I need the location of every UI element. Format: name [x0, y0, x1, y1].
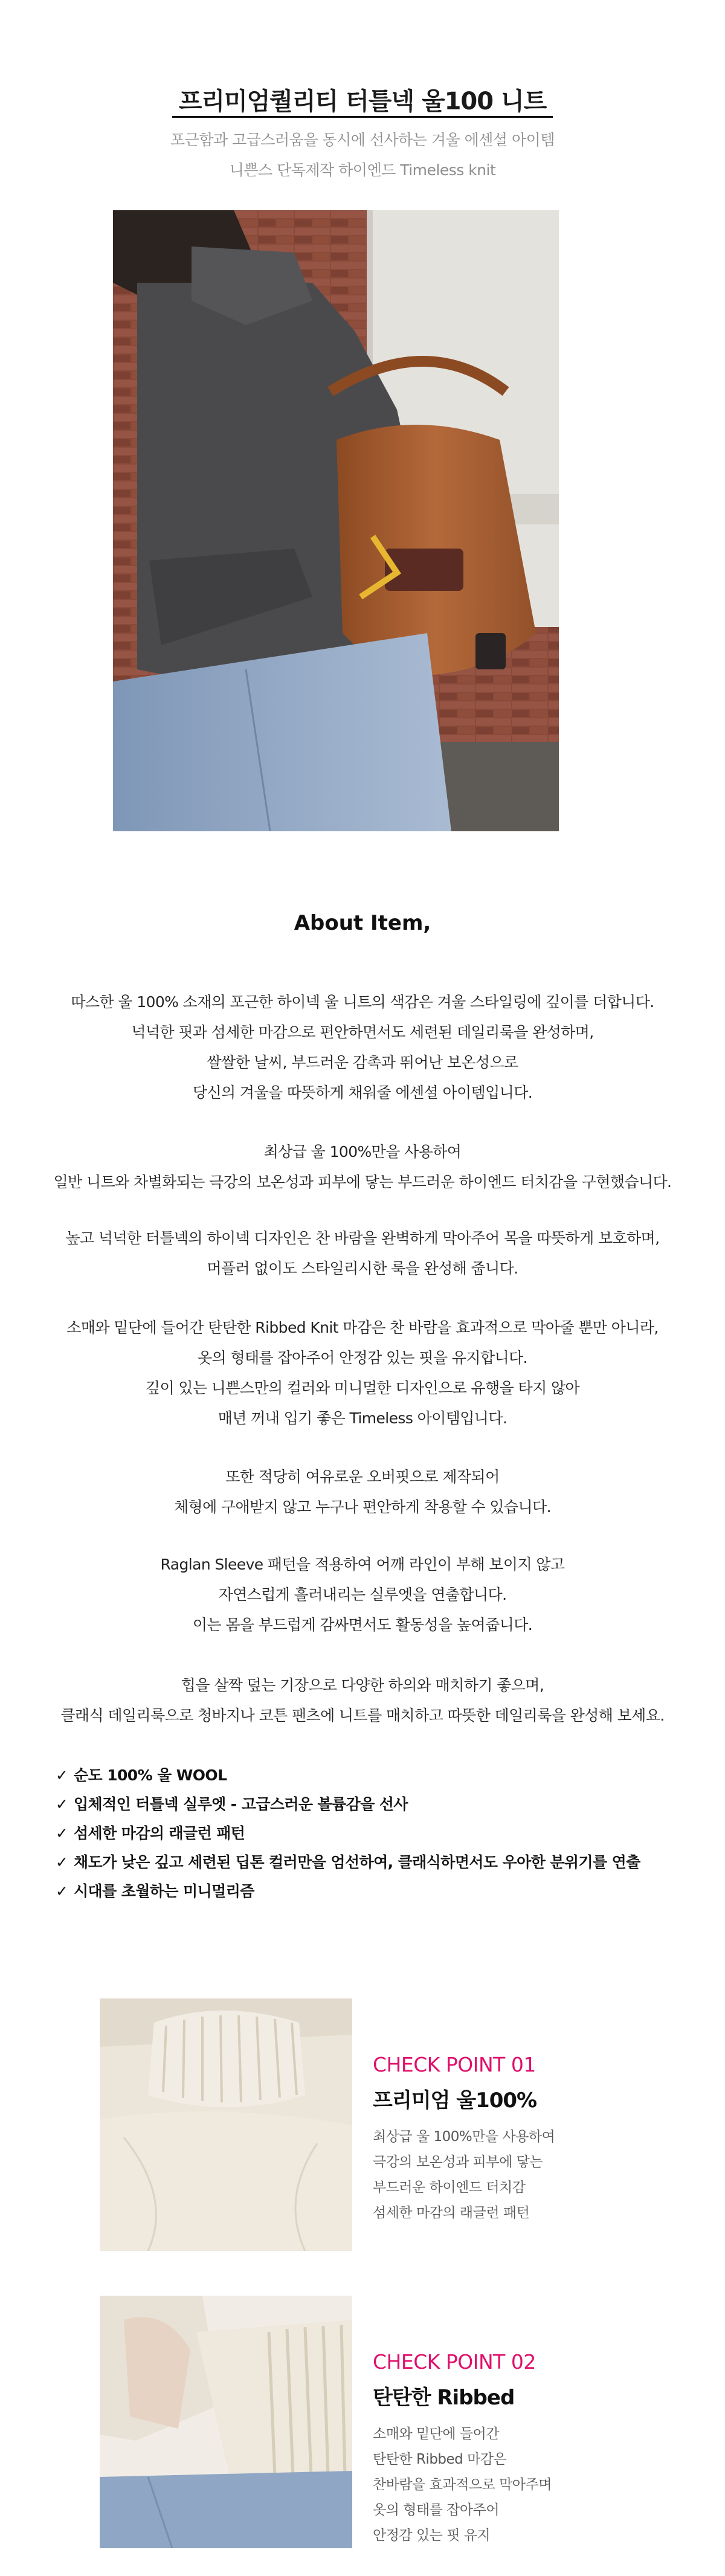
ribbed-cuff-closeup	[100, 2296, 352, 2548]
checkpoint-heading: 프리미엄 울100%	[373, 2088, 537, 2113]
subtitle-line-2: 니쁜스 단독제작 하이엔드 Timeless knit	[229, 161, 496, 179]
check-icon: ✓	[56, 1824, 68, 1842]
feature-text: 입체적인 터틀넥 실루엣 - 고급스러운 볼륨감을 선사	[74, 1795, 408, 1813]
paragraph-line: 체형에 구애받지 않고 누구나 편안하게 착용할 수 있습니다.	[174, 1498, 551, 1516]
paragraph-line: 넉넉한 핏과 섬세한 마감으로 편안하면서도 세련된 데일리룩을 완성하며,	[131, 1023, 594, 1041]
about-paragraph	[0, 1670, 725, 1731]
feature-text: 섬세한 마감의 래글런 패턴	[74, 1824, 245, 1842]
paragraph-line: 머플러 없이도 스타일리시한 룩을 완성해 줍니다.	[207, 1260, 518, 1277]
paragraph-line: 클래식 데일리룩으로 청바지나 코튼 팬츠에 니트를 매치하고 따뜻한 데일리룩을 완성해 보세요.	[60, 1707, 665, 1724]
description-line: 찬바람을 효과적으로 막아주며	[373, 2477, 552, 2493]
description-line: 부드러운 하이엔드 터치감	[373, 2180, 526, 2195]
paragraph-line: 쌀쌀한 날씨, 부드러운 감촉과 뛰어난 보온성으로	[207, 1054, 518, 1071]
checkpoint-1-photo	[100, 1998, 352, 2251]
feature-item	[56, 1761, 640, 1790]
check-icon: ✓	[56, 1766, 68, 1784]
about-paragraph	[0, 1313, 725, 1434]
checkpoint-label: CHECK POINT 01	[373, 2053, 536, 2076]
description-line: 섬세한 마감의 래글런 패턴	[373, 2205, 530, 2221]
feature-checklist	[56, 1761, 640, 1906]
paragraph-line: 옷의 형태를 잡아주어 안정감 있는 핏을 유지합니다.	[198, 1349, 527, 1367]
description-line: 탄탄한 Ribbed 마감은	[373, 2452, 507, 2467]
feature-text: 시대를 초월하는 미니멀리즘	[74, 1882, 254, 1900]
paragraph-line: 따스한 울 100% 소재의 포근한 하이넥 울 니트의 색감은 겨울 스타일링에 깊이를 더합니다.	[71, 993, 654, 1011]
paragraph-line: 힙을 살짝 덮는 기장으로 다양한 하의와 매치하기 좋으며,	[181, 1676, 544, 1694]
checkpoint-description	[373, 2124, 687, 2226]
feature-item	[56, 1848, 640, 1877]
paragraph-line: 높고 넉넉한 터틀넥의 하이넥 디자인은 찬 바람을 완벽하게 막아주어 목을 따뜻하게 보호하며,	[65, 1229, 660, 1247]
turtleneck-model-photo	[113, 210, 559, 831]
paragraph-line: 최상급 울 100%만을 사용하여	[263, 1143, 462, 1161]
check-icon: ✓	[56, 1882, 68, 1900]
description-line: 극강의 보온성과 피부에 닿는	[373, 2154, 543, 2170]
description-line: 최상급 울 100%만을 사용하여	[373, 2129, 555, 2145]
subtitle-line-1: 포근함과 고급스러움을 동시에 선사하는 겨울 에센셜 아이템	[170, 131, 555, 149]
paragraph-line: 소매와 밑단에 들어간 탄탄한 Ribbed Knit 마감은 찬 바람을 효과적으로 막아줄 뿐만 아니라,	[66, 1319, 659, 1336]
title-underline	[172, 116, 553, 118]
cream-knit-closeup	[100, 1998, 352, 2251]
main-product-photo	[113, 210, 559, 831]
paragraph-line: 자연스럽게 흘러내리는 실루엣을 연출합니다.	[218, 1586, 507, 1603]
page-title: 프리미엄퀄리티 터틀넥 울100 니트	[178, 88, 547, 115]
about-paragraph	[0, 1550, 725, 1640]
checkpoint-2	[373, 2350, 687, 2548]
checkpoint-description	[373, 2421, 687, 2548]
checkpoint-1	[373, 2053, 687, 2226]
checkpoint-label: CHECK POINT 02	[373, 2350, 536, 2374]
about-paragraph	[0, 1462, 725, 1522]
feature-text: 채도가 낮은 깊고 세련된 딥톤 컬러만을 엄선하여, 클래식하면서도 우아한 분위기를 연출	[74, 1853, 640, 1871]
checkpoint-2-photo	[100, 2296, 352, 2548]
description-line: 옷의 형태를 잡아주어	[373, 2502, 500, 2518]
description-line: 안정감 있는 핏 유지	[373, 2528, 491, 2543]
about-heading: About Item,	[294, 911, 431, 935]
paragraph-line: 이는 몸을 부드럽게 감싸면서도 활동성을 높여줍니다.	[192, 1616, 533, 1634]
paragraph-line: 일반 니트와 차별화되는 극강의 보온성과 피부에 닿는 부드러운 하이엔드 터치감을 구현했습니다.	[53, 1173, 672, 1191]
feature-item	[56, 1790, 640, 1819]
paragraph-line: 깊이 있는 니쁜스만의 컬러와 미니멀한 디자인으로 유행을 타지 않아	[145, 1379, 580, 1397]
description-line: 소매와 밑단에 들어간	[373, 2426, 500, 2442]
checkpoint-heading: 탄탄한 Ribbed	[373, 2386, 515, 2410]
paragraph-line: 또한 적당히 여유로운 오버핏으로 제작되어	[225, 1468, 500, 1486]
feature-text: 순도 100% 울 WOOL	[74, 1766, 227, 1784]
feature-item	[56, 1819, 640, 1848]
feature-item	[56, 1877, 640, 1906]
about-paragraph	[0, 987, 725, 1108]
about-paragraph	[0, 1137, 725, 1197]
paragraph-line: Raglan Sleeve 패턴을 적용하여 어깨 라인이 부해 보이지 않고	[160, 1556, 565, 1573]
paragraph-line: 당신의 겨울을 따뜻하게 채워줄 에센셜 아이템입니다.	[192, 1084, 533, 1101]
paragraph-line: 매년 꺼내 입기 좋은 Timeless 아이템입니다.	[218, 1409, 507, 1427]
check-icon: ✓	[56, 1853, 68, 1871]
about-paragraph	[0, 1223, 725, 1284]
check-icon: ✓	[56, 1795, 68, 1813]
